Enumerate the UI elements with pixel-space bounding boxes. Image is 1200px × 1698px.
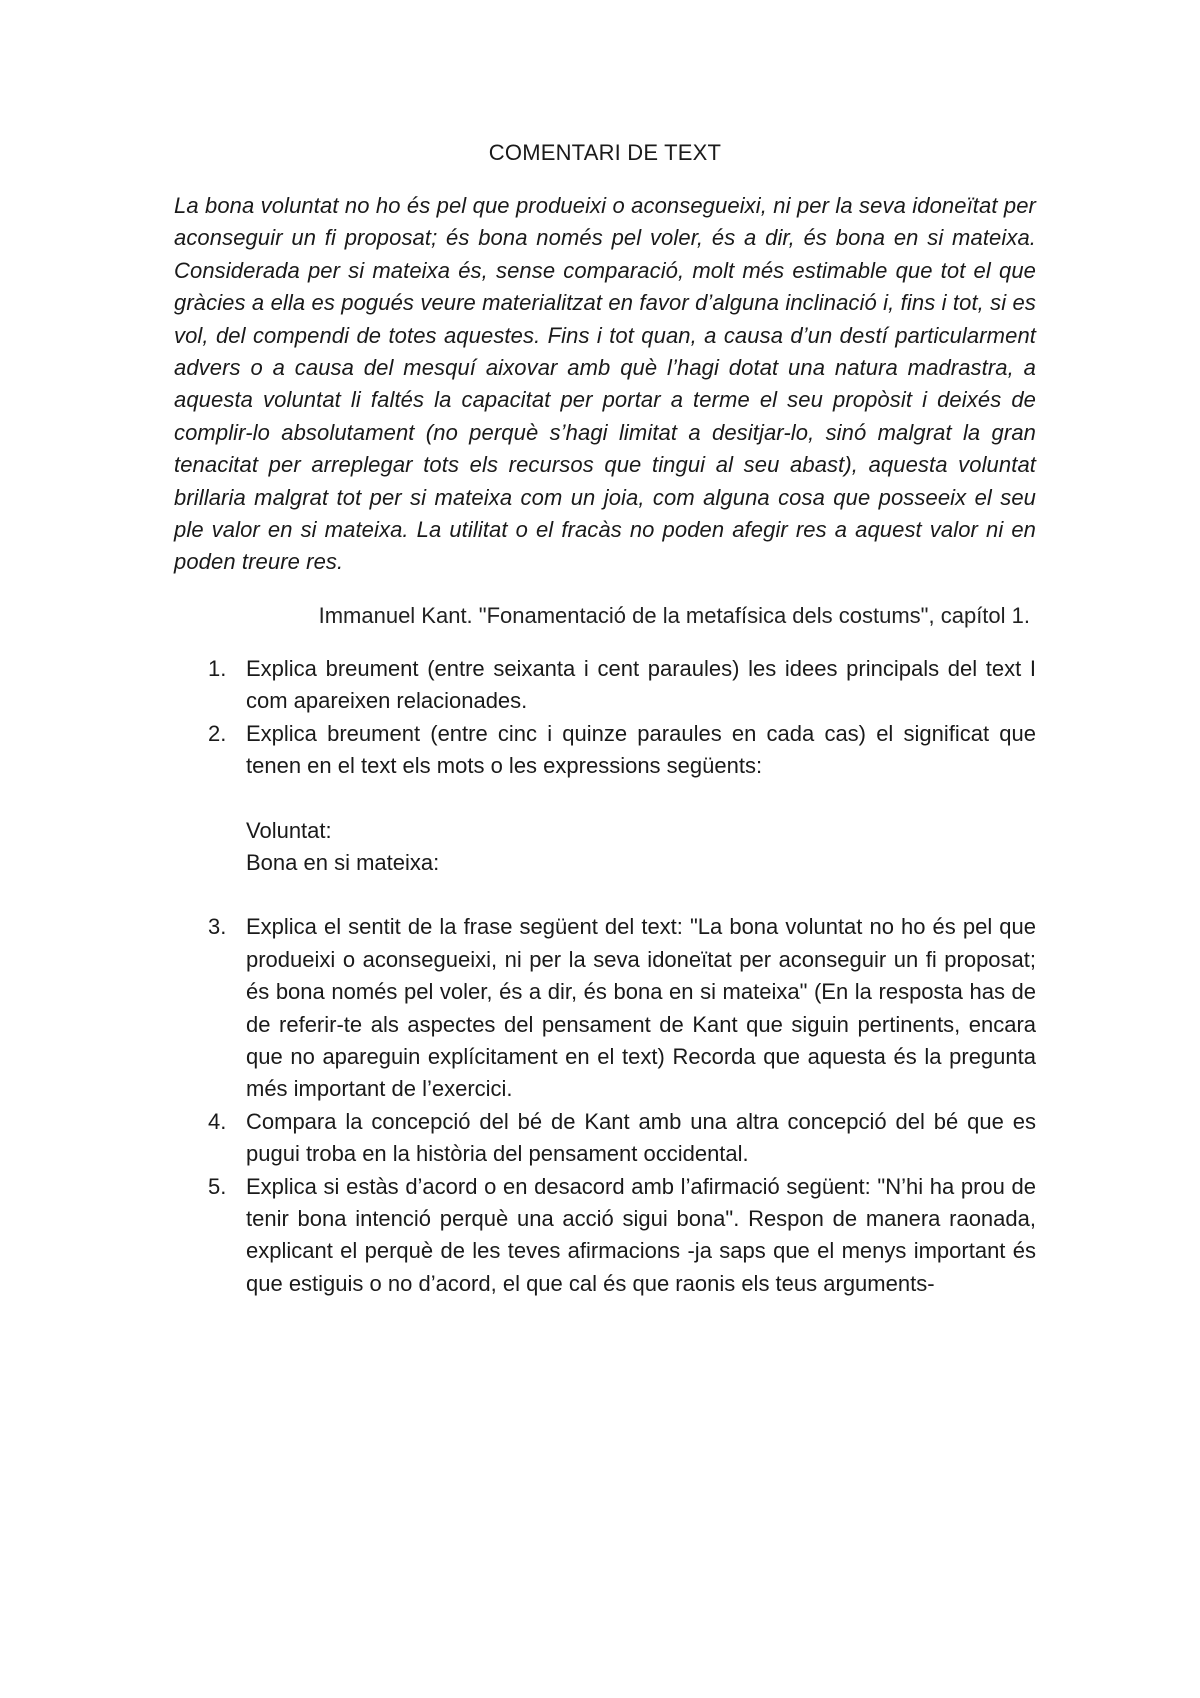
question-number: 3. — [208, 914, 227, 940]
document-page — [174, 138, 1036, 1300]
term-voluntat: Voluntat: — [246, 817, 332, 843]
document-title: COMENTARI DE TEXT — [488, 140, 722, 165]
question-text: Explica el sentit de la frase següent del text: "La bona voluntat no ho és pel que produeixi o aconsegueixi, ni per la seva idoneïtat per aconseguir un fi proposat; és bona només pel voler, és a dir, és bona en si mateixa" (En la resposta has de de referir-te als aspectes del pensament de Kant que siguin pertinents, encara que no apareguin explícitament en el text) Recorda que aquesta és la pregunta més important de l’exercici. — [246, 914, 1036, 1102]
question-item — [174, 911, 1036, 1105]
kant-quote: La bona voluntat no ho és pel que produeixi o aconsegueixi, ni per la seva idoneïtat per aconseguir un fi proposat; és bona només pel voler, és a dir, és bona en si mateixa. Considerada per si mateixa és, sense comparació, molt més estimable que tot el que gràcies a ella es pogués veure materialitzat en favor d’alguna inclinació i, fins i tot, si es vol, del compendi de totes aquestes. Fins i tot quan, a causa d’un destí particularment advers o a causa del mesquí aixovar amb què l’hagi dotat una natura madrastra, a aquesta voluntat li faltés la capacitat per portar a terme el seu propòsit i deixés de complir-lo absolutament (no perquè s’hagi limitat a desitjar-lo, sinó malgrat la gran tenacitat per arreplegar tots els recursos que tingui al seu abast), aquesta voluntat brillaria malgrat tot per si mateixa com un joia, com alguna cosa que posseeix el seu ple valor en si mateixa. La utilitat o el fracàs no poden afegir res a aquest valor ni en poden treure res. — [174, 193, 1036, 575]
question-text: Explica breument (entre cinc i quinze paraules en cada cas) el significat que tenen en el text els mots o les expressions següents: — [246, 720, 1036, 779]
question-item — [174, 1171, 1036, 1301]
question-item — [174, 1106, 1036, 1171]
quote-citation: Immanuel Kant. "Fonamentació de la metafísica dels costums", capítol 1. — [318, 602, 1030, 628]
term-bona-en-si-mateixa: Bona en si mateixa: — [246, 849, 440, 875]
question-text: Explica si estàs d’acord o en desacord amb l’afirmació següent: "N’hi ha prou de tenir bona intenció perquè una acció sigui bona". Respon de manera raonada, explicant el perquè de les teves afirmacions -ja saps que el menys important és que estiguis o no d’acord, el que cal és que raonis els teus arguments- — [246, 1173, 1036, 1296]
question-number: 5. — [208, 1173, 227, 1199]
question-text: Explica breument (entre seixanta i cent paraules) les idees principals del text I com apareixen relacionades. — [246, 655, 1036, 714]
terms-list — [246, 815, 1036, 880]
question-item — [174, 653, 1036, 718]
question-number: 2. — [208, 720, 227, 746]
question-number: 1. — [208, 655, 227, 681]
question-text: Compara la concepció del bé de Kant amb una altra concepció del bé que es pugui troba en la història del pensament occidental. — [246, 1108, 1036, 1167]
question-item — [174, 718, 1036, 880]
questions-list — [174, 653, 1036, 1300]
question-number: 4. — [208, 1108, 227, 1134]
